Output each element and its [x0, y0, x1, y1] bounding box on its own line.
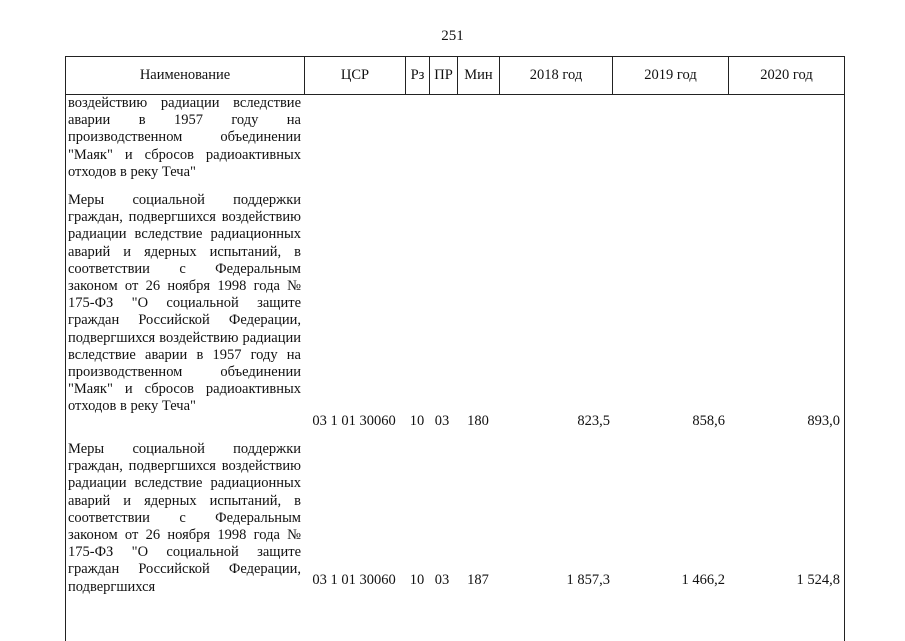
header-rz: Рз	[410, 67, 425, 83]
table-row-csr: 03 1 01 30060	[312, 413, 396, 429]
header-pr: ПР	[434, 67, 453, 83]
header-2018: 2018 год	[529, 67, 583, 83]
table-row-2019: 1 466,2	[681, 572, 725, 588]
table-row-min: 180	[467, 413, 489, 429]
table-row-2018: 1 857,3	[566, 572, 610, 588]
table-row-min: 187	[467, 572, 489, 588]
table-row-pr: 03	[434, 572, 450, 588]
page-number: 251	[441, 28, 464, 44]
table-row-2020: 893,0	[807, 413, 840, 429]
table-row-rz: 10	[409, 572, 425, 588]
table-row-name: Меры социальной поддержки граждан, подвергшихся воздействию радиации вследствие радиационных аварий и ядерных испытаний, в соответствии с Федеральным законом от 26 ноября 1998 года № 175-ФЗ "О социальной защите граждан Российской Федерации, подвергшихся воздействию радиации вследствие аварии в 1957 году на производственном объединении "Маяк" и сбросов радиоактивных отходов в реку Теча"	[68, 192, 301, 415]
table-row-name: Меры социальной поддержки граждан, подвергшихся воздействию радиации вследствие радиационных аварий и ядерных испытаний, в соответствии с Федеральным законом от 26 ноября 1998 года № 175-ФЗ "О социальной защите граждан Российской Федерации, подвергшихся	[68, 441, 301, 595]
table-row-rz: 10	[409, 413, 425, 429]
table-row-csr: 03 1 01 30060	[312, 572, 396, 588]
header-2019: 2019 год	[644, 67, 697, 83]
table-row-2019: 858,6	[692, 413, 725, 429]
header-name: Наименование	[139, 67, 231, 83]
header-csr: ЦСР	[340, 67, 370, 83]
table-row-name: воздействию радиации вследствие аварии в 1957 году на производственном объединении "Маяк" и сбросов радиоактивных отходов в реку Теча"	[68, 95, 301, 180]
table-row-2018: 823,5	[577, 413, 610, 429]
table-row-2020: 1 524,8	[796, 572, 840, 588]
table-row-pr: 03	[434, 413, 450, 429]
header-2020: 2020 год	[760, 67, 813, 83]
header-min: Мин	[464, 67, 493, 83]
